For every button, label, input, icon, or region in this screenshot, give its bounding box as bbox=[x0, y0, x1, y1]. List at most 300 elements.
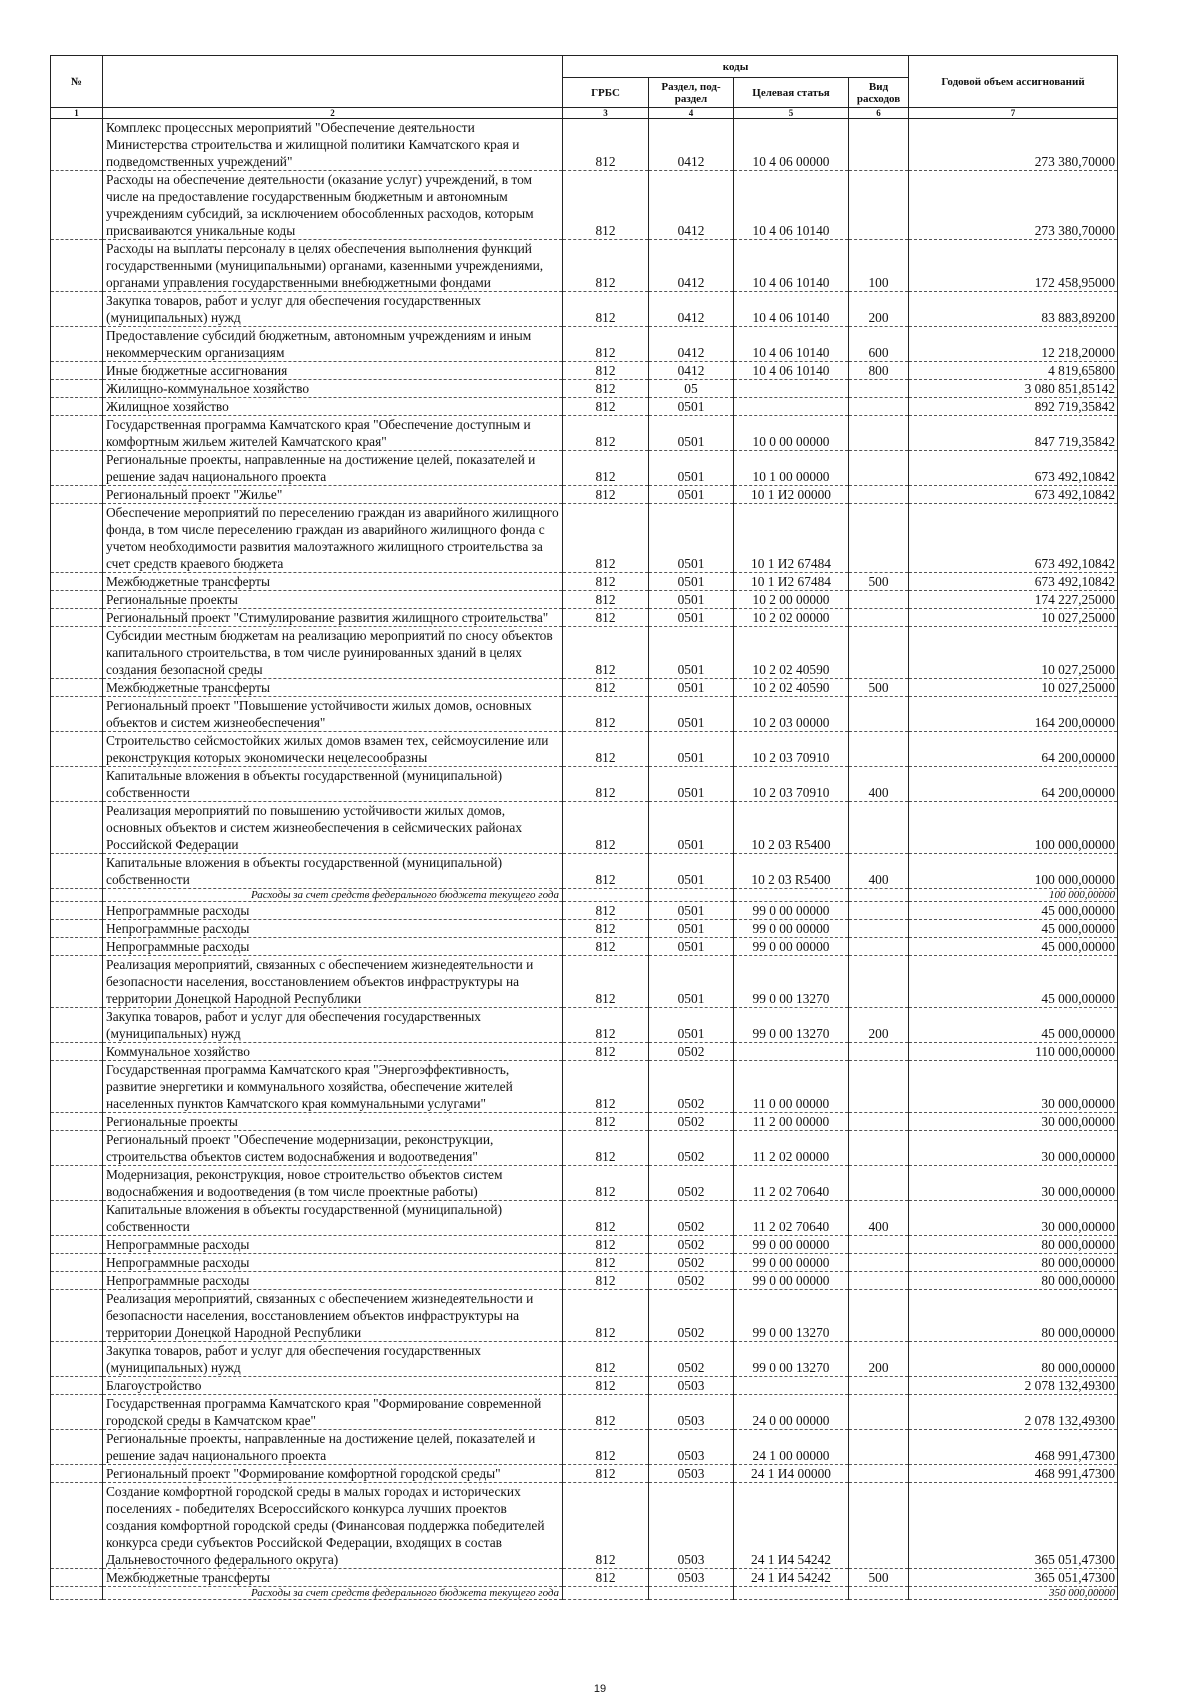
cell-grbs: 812 bbox=[563, 679, 649, 697]
cell-cs: 99 0 00 13270 bbox=[734, 956, 849, 1008]
cell-razdel: 0501 bbox=[649, 732, 734, 767]
cell-name: Коммунальное хозяйство bbox=[103, 1043, 563, 1061]
cell-cs: 11 2 02 70640 bbox=[734, 1201, 849, 1236]
cell-sum: 847 719,35842 bbox=[909, 416, 1118, 451]
cell-num bbox=[51, 1131, 103, 1166]
cell-num bbox=[51, 1430, 103, 1465]
cell-name: Строительство сейсмостойких жилых домов взамен тех, сейсмоусиление или реконструкция которых экономически нецелесообразны bbox=[103, 732, 563, 767]
table-row bbox=[51, 767, 1118, 802]
table-row bbox=[51, 609, 1118, 627]
cell-num bbox=[51, 1254, 103, 1272]
cell-sum: 30 000,00000 bbox=[909, 1131, 1118, 1166]
cell-grbs: 812 bbox=[563, 1061, 649, 1113]
cell-cs: 10 2 03 70910 bbox=[734, 732, 849, 767]
cell-vr: 200 bbox=[849, 1008, 909, 1043]
cell-name: Региональный проект "Жилье" bbox=[103, 486, 563, 504]
cell-sum: 3 080 851,85142 bbox=[909, 380, 1118, 398]
cell-num bbox=[51, 1201, 103, 1236]
cell-name: Создание комфортной городской среды в малых городах и исторических поселениях - победителях Всероссийского конкурса лучших проектов создания комфортной городской среды (Финансовая поддержка победителей конкурса среди субъектов Российской Федерации, входящих в состав Дальневосточного федерального округа) bbox=[103, 1483, 563, 1569]
cell-razdel: 0501 bbox=[649, 802, 734, 854]
cell-vr bbox=[849, 1587, 909, 1600]
table-row bbox=[51, 1061, 1118, 1113]
cell-grbs: 812 bbox=[563, 1254, 649, 1272]
cell-num bbox=[51, 627, 103, 679]
cell-razdel: 0503 bbox=[649, 1569, 734, 1587]
cell-grbs: 812 bbox=[563, 956, 649, 1008]
page-number: 19 bbox=[593, 1683, 607, 1695]
cell-num bbox=[51, 591, 103, 609]
cell-grbs: 812 bbox=[563, 627, 649, 679]
cell-sum: 45 000,00000 bbox=[909, 1008, 1118, 1043]
cell-razdel: 0412 bbox=[649, 362, 734, 380]
cell-cs: 10 4 06 10140 bbox=[734, 327, 849, 362]
cell-cs: 10 2 03 R5400 bbox=[734, 854, 849, 889]
cell-razdel: 0502 bbox=[649, 1290, 734, 1342]
cell-vr bbox=[849, 732, 909, 767]
cell-vr: 400 bbox=[849, 1201, 909, 1236]
cell-grbs: 812 bbox=[563, 1113, 649, 1131]
cell-grbs: 812 bbox=[563, 1483, 649, 1569]
table-row bbox=[51, 451, 1118, 486]
cell-razdel: 0412 bbox=[649, 119, 734, 171]
cell-sum: 64 200,00000 bbox=[909, 767, 1118, 802]
cell-cs: 10 2 03 R5400 bbox=[734, 802, 849, 854]
cell-name: Государственная программа Камчатского края "Энергоэффективность, развитие энергетики и коммунального хозяйства, обеспечение жителей населенных пунктов Камчатского края коммунальными услугами" bbox=[103, 1061, 563, 1113]
cell-razdel: 0501 bbox=[649, 609, 734, 627]
cell-vr bbox=[849, 938, 909, 956]
cell-razdel: 0412 bbox=[649, 292, 734, 327]
cell-sum: 365 051,47300 bbox=[909, 1569, 1118, 1587]
cell-name: Субсидии местным бюджетам на реализацию мероприятий по сносу объектов капитального строительства, в том числе руинированных зданий в целях создания безопасной среды bbox=[103, 627, 563, 679]
cell-name: Обеспечение мероприятий по переселению граждан из аварийного жилищного фонда, в том числе переселению граждан из аварийного жилищного фонда с учетом необходимости развития малоэтажного жилищного строительства за счет средств краевого бюджета bbox=[103, 504, 563, 573]
cell-sum: 273 380,70000 bbox=[909, 119, 1118, 171]
cell-razdel: 0501 bbox=[649, 504, 734, 573]
cell-name: Государственная программа Камчатского края "Формирование современной городской среды в Камчатском крае" bbox=[103, 1395, 563, 1430]
table-row bbox=[51, 956, 1118, 1008]
cell-grbs: 812 bbox=[563, 504, 649, 573]
cell-cs: 10 2 00 00000 bbox=[734, 591, 849, 609]
cell-razdel: 0503 bbox=[649, 1377, 734, 1395]
cell-vr bbox=[849, 591, 909, 609]
table-row bbox=[51, 171, 1118, 240]
cell-vr bbox=[849, 1061, 909, 1113]
cell-name: Расходы на обеспечение деятельности (оказание услуг) учреждений, в том числе на предоставление государственным бюджетным и автономным учреждениям субсидий, за исключением обособленных расходов, которым присваиваются уникальные коды bbox=[103, 171, 563, 240]
cell-grbs: 812 bbox=[563, 416, 649, 451]
cell-name: Межбюджетные трансферты bbox=[103, 573, 563, 591]
cell-vr: 500 bbox=[849, 1569, 909, 1587]
cell-num bbox=[51, 504, 103, 573]
cell-cs bbox=[734, 398, 849, 416]
cell-grbs: 812 bbox=[563, 1272, 649, 1290]
table-row bbox=[51, 1465, 1118, 1483]
cell-name: Межбюджетные трансферты bbox=[103, 1569, 563, 1587]
cell-sum: 80 000,00000 bbox=[909, 1236, 1118, 1254]
cell-vr bbox=[849, 609, 909, 627]
cell-grbs: 812 bbox=[563, 920, 649, 938]
cell-sum: 80 000,00000 bbox=[909, 1272, 1118, 1290]
cell-name: Непрограммные расходы bbox=[103, 1254, 563, 1272]
cell-cs: 10 4 06 10140 bbox=[734, 362, 849, 380]
cell-cs: 10 1 И2 67484 bbox=[734, 504, 849, 573]
cell-num bbox=[51, 802, 103, 854]
cell-grbs: 812 bbox=[563, 1008, 649, 1043]
cell-name: Государственная программа Камчатского края "Обеспечение доступным и комфортным жильем жителей Камчатского края" bbox=[103, 416, 563, 451]
cell-num bbox=[51, 362, 103, 380]
cell-num bbox=[51, 1272, 103, 1290]
cell-razdel: 0501 bbox=[649, 679, 734, 697]
cell-razdel: 0412 bbox=[649, 240, 734, 292]
cell-num bbox=[51, 1113, 103, 1131]
cell-cs: 10 2 02 40590 bbox=[734, 627, 849, 679]
header-grbs: ГРБС bbox=[563, 78, 649, 108]
cell-name: Региональный проект "Стимулирование развития жилищного строительства" bbox=[103, 609, 563, 627]
cell-razdel: 0501 bbox=[649, 486, 734, 504]
cell-razdel bbox=[649, 1587, 734, 1600]
cell-vr: 400 bbox=[849, 854, 909, 889]
cell-num bbox=[51, 398, 103, 416]
header-codes: коды bbox=[563, 56, 909, 78]
cell-cs: 10 4 06 10140 bbox=[734, 240, 849, 292]
cell-name: Региональные проекты bbox=[103, 591, 563, 609]
cell-grbs: 812 bbox=[563, 1342, 649, 1377]
cell-vr bbox=[849, 956, 909, 1008]
cell-razdel: 0502 bbox=[649, 1043, 734, 1061]
table-note-row bbox=[51, 1587, 1118, 1600]
cell-vr bbox=[849, 627, 909, 679]
cell-sum: 64 200,00000 bbox=[909, 732, 1118, 767]
cell-sum: 45 000,00000 bbox=[909, 956, 1118, 1008]
cell-sum: 673 492,10842 bbox=[909, 486, 1118, 504]
cell-sum: 30 000,00000 bbox=[909, 1061, 1118, 1113]
cell-vr bbox=[849, 398, 909, 416]
cell-name: Реализация мероприятий, связанных с обеспечением жизнедеятельности и безопасности населения, восстановлением объектов инфраструктуры на территории Донецкой Народной Республики bbox=[103, 1290, 563, 1342]
cell-razdel: 0501 bbox=[649, 451, 734, 486]
cell-grbs: 812 bbox=[563, 1290, 649, 1342]
cell-cs: 10 4 06 10140 bbox=[734, 292, 849, 327]
cell-name: Расходы на выплаты персоналу в целях обеспечения выполнения функций государственными (муниципальными) органами, казенными учреждениями, органами управления государственными внебюджетными фондами bbox=[103, 240, 563, 292]
table-row bbox=[51, 486, 1118, 504]
cell-razdel: 0501 bbox=[649, 398, 734, 416]
table-row bbox=[51, 380, 1118, 398]
cell-grbs: 812 bbox=[563, 398, 649, 416]
cell-cs: 99 0 00 00000 bbox=[734, 938, 849, 956]
cell-razdel: 0501 bbox=[649, 573, 734, 591]
cell-num bbox=[51, 171, 103, 240]
cell-vr bbox=[849, 697, 909, 732]
cell-sum: 673 492,10842 bbox=[909, 573, 1118, 591]
cell-num bbox=[51, 486, 103, 504]
table-row bbox=[51, 938, 1118, 956]
cell-grbs: 812 bbox=[563, 486, 649, 504]
cell-vr: 500 bbox=[849, 573, 909, 591]
table-row bbox=[51, 573, 1118, 591]
cell-num bbox=[51, 119, 103, 171]
cell-num bbox=[51, 451, 103, 486]
table-row bbox=[51, 1290, 1118, 1342]
cell-vr bbox=[849, 1290, 909, 1342]
col-num-3: 3 bbox=[563, 108, 649, 119]
cell-num bbox=[51, 1166, 103, 1201]
cell-vr bbox=[849, 1166, 909, 1201]
cell-sum: 174 227,25000 bbox=[909, 591, 1118, 609]
cell-cs: 10 1 И2 00000 bbox=[734, 486, 849, 504]
cell-vr bbox=[849, 504, 909, 573]
cell-razdel: 0501 bbox=[649, 938, 734, 956]
table-row bbox=[51, 1254, 1118, 1272]
cell-grbs: 812 bbox=[563, 240, 649, 292]
table-row bbox=[51, 1483, 1118, 1569]
table-row bbox=[51, 627, 1118, 679]
cell-num bbox=[51, 1342, 103, 1377]
cell-grbs: 812 bbox=[563, 1131, 649, 1166]
cell-sum: 2 078 132,49300 bbox=[909, 1377, 1118, 1395]
cell-sum: 45 000,00000 bbox=[909, 902, 1118, 920]
cell-razdel: 0502 bbox=[649, 1061, 734, 1113]
header-volume: Годовой объем ассигнований bbox=[909, 56, 1118, 108]
table-row bbox=[51, 327, 1118, 362]
header-num: № bbox=[51, 56, 103, 108]
cell-sum: 468 991,47300 bbox=[909, 1465, 1118, 1483]
cell-cs: 24 0 00 00000 bbox=[734, 1395, 849, 1430]
cell-sum: 30 000,00000 bbox=[909, 1113, 1118, 1131]
cell-sum: 468 991,47300 bbox=[909, 1430, 1118, 1465]
cell-num bbox=[51, 1061, 103, 1113]
cell-name: Предоставление субсидий бюджетным, автономным учреждениям и иным некоммерческим организациям bbox=[103, 327, 563, 362]
cell-name: Закупка товаров, работ и услуг для обеспечения государственных (муниципальных) нужд bbox=[103, 1008, 563, 1043]
cell-grbs: 812 bbox=[563, 1166, 649, 1201]
table-row bbox=[51, 697, 1118, 732]
cell-razdel: 0412 bbox=[649, 327, 734, 362]
cell-razdel: 05 bbox=[649, 380, 734, 398]
cell-name: Закупка товаров, работ и услуг для обеспечения государственных (муниципальных) нужд bbox=[103, 1342, 563, 1377]
table-row bbox=[51, 1395, 1118, 1430]
table-row bbox=[51, 1166, 1118, 1201]
cell-name: Расходы за счет средств федерального бюджета текущего года bbox=[103, 1587, 563, 1600]
cell-num bbox=[51, 854, 103, 889]
cell-sum: 673 492,10842 bbox=[909, 451, 1118, 486]
cell-vr: 100 bbox=[849, 240, 909, 292]
cell-vr bbox=[849, 902, 909, 920]
cell-vr: 500 bbox=[849, 679, 909, 697]
cell-razdel: 0503 bbox=[649, 1430, 734, 1465]
cell-sum: 83 883,89200 bbox=[909, 292, 1118, 327]
cell-razdel: 0502 bbox=[649, 1166, 734, 1201]
cell-name: Капитальные вложения в объекты государственной (муниципальной) собственности bbox=[103, 1201, 563, 1236]
cell-grbs: 812 bbox=[563, 1430, 649, 1465]
cell-cs: 10 4 06 10140 bbox=[734, 171, 849, 240]
header-name-empty bbox=[103, 56, 563, 108]
cell-razdel: 0501 bbox=[649, 956, 734, 1008]
cell-razdel: 0412 bbox=[649, 171, 734, 240]
col-num-5: 5 bbox=[734, 108, 849, 119]
cell-num bbox=[51, 1483, 103, 1569]
cell-sum: 80 000,00000 bbox=[909, 1290, 1118, 1342]
cell-name: Иные бюджетные ассигнования bbox=[103, 362, 563, 380]
cell-grbs: 812 bbox=[563, 732, 649, 767]
cell-cs: 99 0 00 00000 bbox=[734, 920, 849, 938]
table-row bbox=[51, 1569, 1118, 1587]
cell-num bbox=[51, 1587, 103, 1600]
cell-name: Жилищно-коммунальное хозяйство bbox=[103, 380, 563, 398]
cell-num bbox=[51, 1465, 103, 1483]
cell-cs: 99 0 00 00000 bbox=[734, 1236, 849, 1254]
cell-grbs: 812 bbox=[563, 1201, 649, 1236]
table-row bbox=[51, 1008, 1118, 1043]
cell-cs: 11 2 02 00000 bbox=[734, 1131, 849, 1166]
table-row bbox=[51, 1043, 1118, 1061]
cell-sum: 30 000,00000 bbox=[909, 1166, 1118, 1201]
cell-grbs: 812 bbox=[563, 292, 649, 327]
cell-cs: 99 0 00 13270 bbox=[734, 1008, 849, 1043]
cell-razdel: 0501 bbox=[649, 767, 734, 802]
table-row bbox=[51, 119, 1118, 171]
cell-num bbox=[51, 1377, 103, 1395]
cell-razdel: 0503 bbox=[649, 1483, 734, 1569]
cell-num bbox=[51, 416, 103, 451]
cell-num bbox=[51, 609, 103, 627]
cell-cs: 11 2 02 70640 bbox=[734, 1166, 849, 1201]
cell-num bbox=[51, 732, 103, 767]
cell-razdel: 0502 bbox=[649, 1236, 734, 1254]
cell-grbs: 812 bbox=[563, 1377, 649, 1395]
cell-name: Модернизация, реконструкция, новое строительство объектов систем водоснабжения и водоотведения (в том числе проектные работы) bbox=[103, 1166, 563, 1201]
cell-name: Региональные проекты, направленные на достижение целей, показателей и решение задач национального проекта bbox=[103, 451, 563, 486]
cell-sum: 45 000,00000 bbox=[909, 938, 1118, 956]
table-row bbox=[51, 1342, 1118, 1377]
cell-razdel: 0502 bbox=[649, 1272, 734, 1290]
cell-num bbox=[51, 938, 103, 956]
cell-vr: 200 bbox=[849, 292, 909, 327]
cell-vr bbox=[849, 1272, 909, 1290]
cell-sum: 80 000,00000 bbox=[909, 1342, 1118, 1377]
cell-sum: 273 380,70000 bbox=[909, 171, 1118, 240]
cell-vr bbox=[849, 1377, 909, 1395]
cell-name: Межбюджетные трансферты bbox=[103, 679, 563, 697]
cell-num bbox=[51, 697, 103, 732]
cell-grbs: 812 bbox=[563, 573, 649, 591]
cell-num bbox=[51, 573, 103, 591]
cell-sum: 30 000,00000 bbox=[909, 1201, 1118, 1236]
cell-razdel: 0501 bbox=[649, 627, 734, 679]
table-row bbox=[51, 732, 1118, 767]
cell-name: Реализация мероприятий, связанных с обеспечением жизнедеятельности и безопасности населения, восстановлением объектов инфраструктуры на территории Донецкой Народной Республики bbox=[103, 956, 563, 1008]
cell-cs: 10 2 03 00000 bbox=[734, 697, 849, 732]
cell-num bbox=[51, 1236, 103, 1254]
cell-vr bbox=[849, 1430, 909, 1465]
table-row bbox=[51, 240, 1118, 292]
header-razdel: Раздел, под-раздел bbox=[649, 78, 734, 108]
cell-grbs: 812 bbox=[563, 362, 649, 380]
cell-cs: 10 4 06 00000 bbox=[734, 119, 849, 171]
cell-sum: 12 218,20000 bbox=[909, 327, 1118, 362]
cell-name: Капитальные вложения в объекты государственной (муниципальной) собственности bbox=[103, 767, 563, 802]
cell-name: Региональные проекты, направленные на достижение целей, показателей и решение задач национального проекта bbox=[103, 1430, 563, 1465]
cell-grbs: 812 bbox=[563, 1236, 649, 1254]
cell-cs: 99 0 00 00000 bbox=[734, 1272, 849, 1290]
table-row bbox=[51, 292, 1118, 327]
cell-vr: 200 bbox=[849, 1342, 909, 1377]
cell-name: Региональный проект "Обеспечение модернизации, реконструкции, строительства объектов систем водоснабжения и водоотведения" bbox=[103, 1131, 563, 1166]
cell-razdel: 0502 bbox=[649, 1342, 734, 1377]
cell-cs: 99 0 00 00000 bbox=[734, 902, 849, 920]
cell-sum: 350 000,00000 bbox=[909, 1587, 1118, 1600]
cell-name: Непрограммные расходы bbox=[103, 920, 563, 938]
table-row bbox=[51, 902, 1118, 920]
table-note-row bbox=[51, 889, 1118, 902]
cell-cs: 11 2 00 00000 bbox=[734, 1113, 849, 1131]
cell-num bbox=[51, 1395, 103, 1430]
cell-grbs: 812 bbox=[563, 327, 649, 362]
cell-vr: 600 bbox=[849, 327, 909, 362]
cell-num bbox=[51, 1043, 103, 1061]
cell-grbs: 812 bbox=[563, 119, 649, 171]
table-row bbox=[51, 416, 1118, 451]
table-row bbox=[51, 504, 1118, 573]
cell-razdel: 0502 bbox=[649, 1254, 734, 1272]
cell-sum: 172 458,95000 bbox=[909, 240, 1118, 292]
cell-vr bbox=[849, 486, 909, 504]
cell-num bbox=[51, 1008, 103, 1043]
col-num-6: 6 bbox=[849, 108, 909, 119]
cell-name: Капитальные вложения в объекты государственной (муниципальной) собственности bbox=[103, 854, 563, 889]
cell-grbs: 812 bbox=[563, 1465, 649, 1483]
cell-grbs: 812 bbox=[563, 854, 649, 889]
cell-vr bbox=[849, 416, 909, 451]
cell-name: Региональные проекты bbox=[103, 1113, 563, 1131]
col-num-1: 1 bbox=[51, 108, 103, 119]
cell-grbs: 812 bbox=[563, 1569, 649, 1587]
col-num-4: 4 bbox=[649, 108, 734, 119]
cell-cs: 10 1 00 00000 bbox=[734, 451, 849, 486]
cell-sum: 110 000,00000 bbox=[909, 1043, 1118, 1061]
cell-sum: 673 492,10842 bbox=[909, 504, 1118, 573]
budget-table bbox=[50, 55, 1118, 1600]
cell-cs bbox=[734, 380, 849, 398]
cell-sum: 100 000,00000 bbox=[909, 854, 1118, 889]
cell-num bbox=[51, 240, 103, 292]
cell-razdel: 0503 bbox=[649, 1395, 734, 1430]
cell-razdel bbox=[649, 889, 734, 902]
cell-razdel: 0501 bbox=[649, 902, 734, 920]
cell-num bbox=[51, 292, 103, 327]
cell-vr bbox=[849, 1395, 909, 1430]
cell-name: Непрограммные расходы bbox=[103, 1236, 563, 1254]
cell-name: Непрограммные расходы bbox=[103, 938, 563, 956]
cell-cs: 24 1 И4 54242 bbox=[734, 1569, 849, 1587]
cell-cs: 24 1 И4 00000 bbox=[734, 1465, 849, 1483]
cell-cs bbox=[734, 1587, 849, 1600]
cell-sum: 100 000,00000 bbox=[909, 889, 1118, 902]
col-num-2: 2 bbox=[103, 108, 563, 119]
cell-sum: 2 078 132,49300 bbox=[909, 1395, 1118, 1430]
budget-table-sheet bbox=[50, 55, 1117, 1600]
table-row bbox=[51, 1201, 1118, 1236]
cell-cs: 24 1 00 00000 bbox=[734, 1430, 849, 1465]
cell-vr bbox=[849, 1131, 909, 1166]
table-row bbox=[51, 1236, 1118, 1254]
table-row bbox=[51, 1377, 1118, 1395]
cell-grbs: 812 bbox=[563, 609, 649, 627]
table-row bbox=[51, 1430, 1118, 1465]
cell-sum: 10 027,25000 bbox=[909, 679, 1118, 697]
cell-razdel: 0502 bbox=[649, 1113, 734, 1131]
cell-grbs: 812 bbox=[563, 1395, 649, 1430]
cell-razdel: 0502 bbox=[649, 1201, 734, 1236]
cell-name: Расходы за счет средств федерального бюджета текущего года bbox=[103, 889, 563, 902]
cell-razdel: 0501 bbox=[649, 854, 734, 889]
cell-vr bbox=[849, 802, 909, 854]
cell-cs: 10 0 00 00000 bbox=[734, 416, 849, 451]
